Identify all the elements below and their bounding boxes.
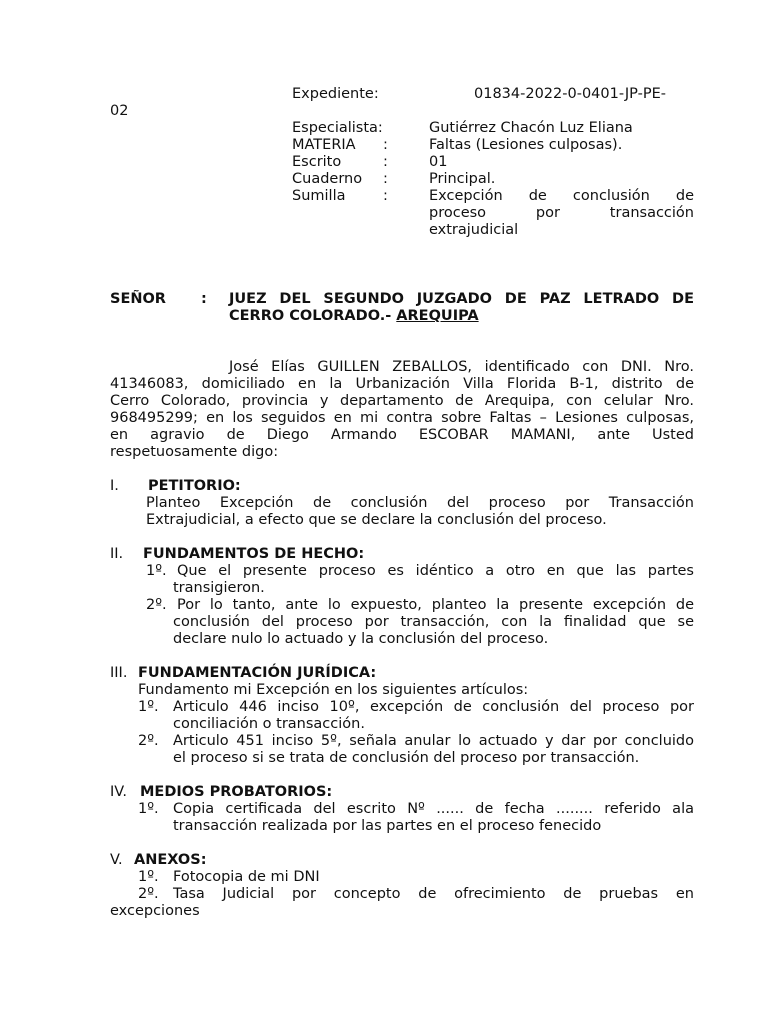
intro-line-4: 968495299; en los seguidos en mi contra sobre Faltas – Lesiones culposas, — [110, 410, 694, 426]
materia-label: MATERIA — [292, 137, 356, 153]
intro-line-6: respetuosamente digo: — [110, 444, 279, 460]
intro-line-5: en agravio de Diego Armando ESCOBAR MAMANI, ante Usted — [110, 427, 694, 443]
section-title: MEDIOS PROBATORIOS: — [140, 784, 333, 800]
addressee-city: AREQUIPA — [396, 308, 479, 324]
addressee-line-1: JUEZ DEL SEGUNDO JUZGADO DE PAZ LETRADO DE — [229, 291, 694, 307]
cuaderno-value: Principal. — [429, 171, 496, 187]
juridica-item-2-line-2: el proceso si se trata de conclusión del proceso por transacción. — [173, 750, 640, 766]
intro-line-3: Cerro Colorado, provincia y departamento de Arequipa, con celular Nro. — [110, 393, 694, 409]
petitorio-line-1: Planteo Excepción de conclusión del proceso por Transacción — [146, 495, 694, 511]
cuaderno-label: Cuaderno — [292, 171, 363, 187]
juridica-item-1-line-2: conciliación o transacción. — [173, 716, 365, 732]
sumilla-line-2: proceso por transacción — [429, 205, 694, 221]
section-title: FUNDAMENTOS DE HECHO: — [143, 546, 365, 562]
juridica-item-1-line-1: Articulo 446 inciso 10º, excepción de conclusión del proceso por — [173, 699, 694, 715]
intro-line-1: José Elías GUILLEN ZEBALLOS, identificado con DNI. Nro. — [229, 359, 694, 375]
especialista-value: Gutiérrez Chacón Luz Eliana — [429, 120, 633, 136]
hecho-item-2-line-3: declare nulo lo actuado y la conclusión del proceso. — [173, 631, 549, 647]
anexos-item-2-line-2: excepciones — [110, 903, 200, 919]
hecho-item-1-line-2: transigieron. — [173, 580, 265, 596]
section-number: I. — [110, 478, 119, 494]
escrito-label: Escrito — [292, 154, 342, 170]
addressee-colon: : — [201, 291, 207, 307]
juridica-intro: Fundamento mi Excepción en los siguientes artículos: — [138, 682, 529, 698]
materia-colon: : — [383, 137, 388, 153]
escrito-value: 01 — [429, 154, 448, 170]
section-number: IV. — [110, 784, 127, 800]
section-number: V. — [110, 852, 123, 868]
item-number: 1º. — [138, 801, 159, 817]
expediente-label: Expediente: — [292, 86, 379, 102]
section-title: PETITORIO: — [148, 478, 241, 494]
addressee-court-place: CERRO COLORADO.- — [229, 308, 392, 324]
sumilla-line-1: Excepción de conclusión de — [429, 188, 694, 204]
medios-item-1-line-1: Copia certificada del escrito Nº ...... de fecha ........ referido ala — [173, 801, 694, 817]
medios-item-1-line-2: transacción realizada por las partes en el proceso fenecido — [173, 818, 602, 834]
sumilla-colon: : — [383, 188, 388, 204]
sumilla-label: Sumilla — [292, 188, 346, 204]
petitorio-line-2: Extrajudicial, a efecto que se declare la conclusión del proceso. — [146, 512, 607, 528]
intro-line-2: 41346083, domiciliado en la Urbanización Villa Florida B-1, distrito de — [110, 376, 694, 392]
expediente-value-cont: 02 — [110, 103, 129, 119]
hecho-item-2-line-1: Por lo tanto, ante lo expuesto, planteo la presente excepción de — [177, 597, 694, 613]
section-title: ANEXOS: — [134, 852, 207, 868]
item-number: 1º. — [138, 699, 159, 715]
section-number: II. — [110, 546, 124, 562]
sumilla-line-3: extrajudicial — [429, 222, 519, 238]
expediente-value: 01834-2022-0-0401-JP-PE- — [474, 86, 666, 102]
item-number: 2º. — [138, 733, 159, 749]
materia-value: Faltas (Lesiones culposas). — [429, 137, 623, 153]
especialista-label: Especialista: — [292, 120, 383, 136]
anexos-item-1-line-1: Fotocopia de mi DNI — [173, 869, 320, 885]
item-number: 2º. — [138, 886, 159, 902]
anexos-item-2-line-1: Tasa Judicial por concepto de ofrecimiento de pruebas en — [173, 886, 694, 902]
addressee-label: SEÑOR — [110, 291, 166, 307]
section-title: FUNDAMENTACIÓN JURÍDICA: — [138, 665, 377, 681]
item-number: 1º. — [138, 869, 159, 885]
juridica-item-2-line-1: Articulo 451 inciso 5º, señala anular lo actuado y dar por concluido — [173, 733, 694, 749]
hecho-item-2-line-2: conclusión del proceso por transacción, con la finalidad que se — [173, 614, 694, 630]
item-number: 2º. — [146, 597, 167, 613]
cuaderno-colon: : — [383, 171, 388, 187]
escrito-colon: : — [383, 154, 388, 170]
addressee-line-2 — [229, 308, 479, 325]
hecho-item-1-line-1: Que el presente proceso es idéntico a otro en que las partes — [177, 563, 694, 579]
item-number: 1º. — [146, 563, 167, 579]
section-number: III. — [110, 665, 128, 681]
